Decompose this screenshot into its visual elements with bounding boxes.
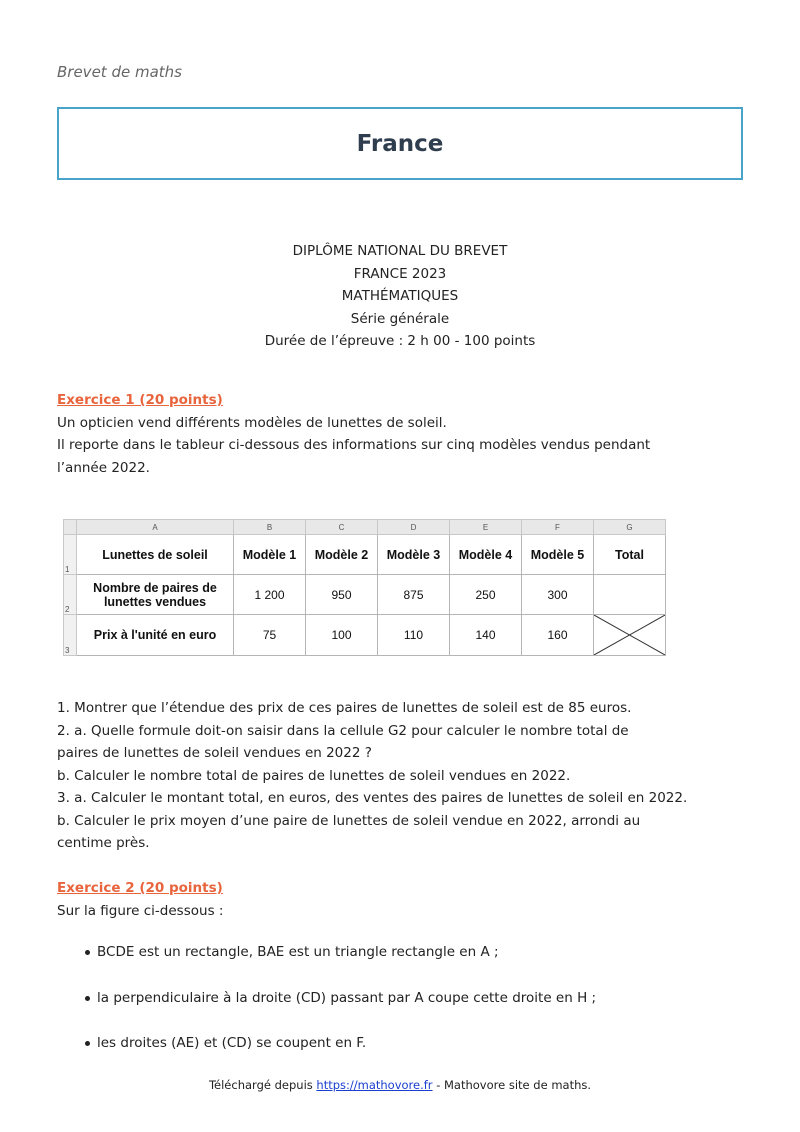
row-header: 1: [64, 535, 77, 575]
exercise1-questions: [57, 697, 688, 855]
site-label: Brevet de maths: [57, 63, 182, 81]
exercise1-intro: [57, 389, 747, 479]
column-header: B: [234, 520, 306, 535]
footer: [0, 1078, 800, 1092]
list-item: la perpendiculaire à la droite (CD) passant par A coupe cette droite en H ;: [57, 987, 747, 1010]
exercise2-intro: [57, 877, 747, 922]
question: 1. Montrer que l’étendue des prix de ces paires de lunettes de soleil est de 85 euros.: [57, 700, 632, 716]
row-header: 2: [64, 575, 77, 615]
table-cell: 100: [306, 615, 378, 656]
intro-line: MATHÉMATIQUES: [341, 288, 459, 304]
column-header: A: [77, 520, 234, 535]
exercise2-bullet-list: [57, 941, 747, 1078]
exercise1-paragraph: Un opticien vend différents modèles de lunettes de soleil.: [57, 414, 447, 431]
table-row: [64, 575, 666, 615]
column-header: F: [522, 520, 594, 535]
exercise1-title: Exercice 1 (20 points): [57, 392, 223, 408]
table-cell: Modèle 1: [234, 535, 306, 575]
question: 2. a. Quelle formule doit-on saisir dans la cellule G2 pour calculer le nombre total de paires de lunettes de soleil vendues en 2022 ?: [57, 722, 629, 761]
table-cell: 300: [522, 575, 594, 615]
table-cell: 110: [378, 615, 450, 656]
question: 3. a. Calculer le montant total, en euros, des ventes des paires de lunettes de soleil en 2022.: [57, 790, 688, 806]
column-header: G: [594, 520, 666, 535]
table-cell: Modèle 4: [450, 535, 522, 575]
table-cell: Nombre de paires de lunettes vendues: [77, 575, 234, 615]
question: b. Calculer le nombre total de paires de lunettes de soleil vendues en 2022.: [57, 767, 571, 784]
table-cell: 875: [378, 575, 450, 615]
row-header: 3: [64, 615, 77, 656]
table-cell: Total: [594, 535, 666, 575]
column-header: C: [306, 520, 378, 535]
table-cell: Modèle 5: [522, 535, 594, 575]
list-item: les droites (AE) et (CD) se coupent en F.: [57, 1032, 747, 1055]
table-row: [64, 615, 666, 656]
intro-line: Série générale: [350, 310, 450, 327]
intro-line: DIPLÔME NATIONAL DU BREVET: [292, 243, 508, 259]
table-cell: 250: [450, 575, 522, 615]
table-cell: 140: [450, 615, 522, 656]
footer-prefix: Téléchargé depuis: [208, 1078, 317, 1092]
title-box: [57, 107, 743, 180]
corner-cell: [64, 520, 77, 535]
spreadsheet: [63, 519, 666, 656]
list-item: BCDE est un rectangle, BAE est un triangle rectangle en A ;: [57, 941, 747, 964]
exercise2-title: Exercice 2 (20 points): [57, 880, 223, 896]
intro-line: FRANCE 2023: [353, 265, 447, 282]
table-cell: 1 200: [234, 575, 306, 615]
table-cell: Modèle 3: [378, 535, 450, 575]
footer-suffix: - Mathovore site de maths.: [432, 1078, 592, 1092]
exercise2-paragraph: Sur la figure ci-dessous :: [57, 902, 224, 919]
exam-intro: [0, 240, 800, 353]
question: b. Calculer le prix moyen d’une paire de lunettes de soleil vendue en 2022, arrondi au centime près.: [57, 812, 641, 851]
table-cell: 950: [306, 575, 378, 615]
table-cell: Prix à l'unité en euro: [77, 615, 234, 656]
footer-link[interactable]: https://mathovore.fr: [316, 1078, 433, 1092]
table-row: [64, 535, 666, 575]
exercise1-paragraph: Il reporte dans le tableur ci-dessous des informations sur cinq modèles vendus pendant l’année 2022.: [57, 437, 651, 476]
column-header: E: [450, 520, 522, 535]
cross-icon: [594, 615, 665, 655]
intro-line: Durée de l’épreuve : 2 h 00 - 100 points: [264, 333, 536, 349]
column-header-row: [64, 520, 666, 535]
column-header: D: [378, 520, 450, 535]
total-cell-g2: [594, 575, 666, 615]
crossed-out-cell: [594, 615, 666, 656]
table-cell: 160: [522, 615, 594, 656]
page-title: France: [356, 130, 444, 157]
table-cell: Modèle 2: [306, 535, 378, 575]
table-cell: 75: [234, 615, 306, 656]
table-cell: Lunettes de soleil: [77, 535, 234, 575]
